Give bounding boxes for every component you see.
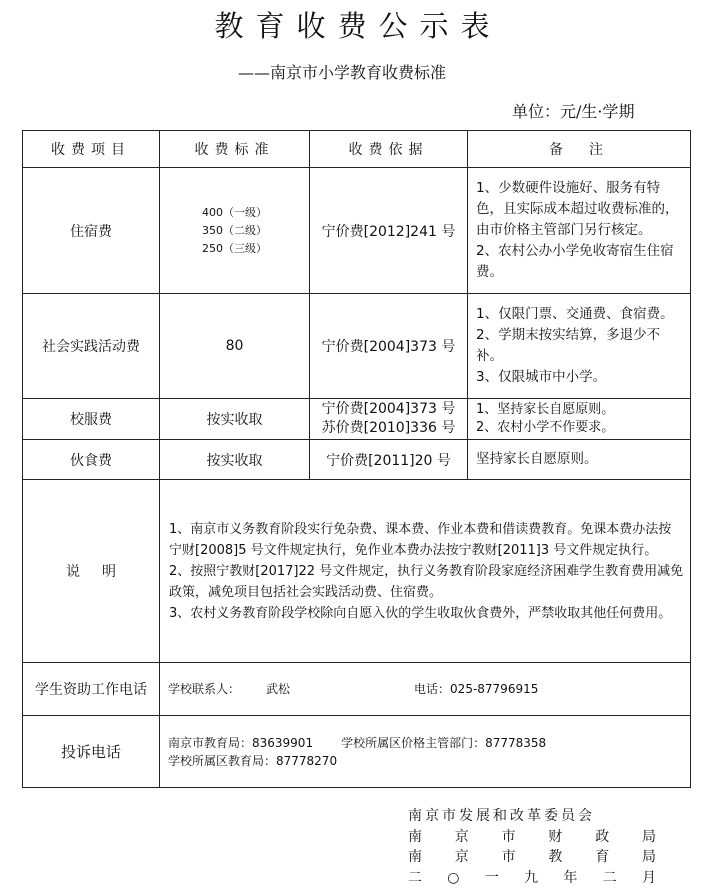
standard-line: 250（三级） <box>202 241 267 255</box>
row-standard <box>160 399 310 440</box>
row-item: 伙食费 <box>23 440 160 480</box>
contact-name: 武松 <box>266 682 291 696</box>
phone-label: 电话： <box>414 682 451 696</box>
header-item: 收费项目 <box>23 131 160 168</box>
date-char: ○ <box>447 869 460 886</box>
row-notes <box>468 294 691 399</box>
row-standard <box>160 294 310 399</box>
note-line: 1、仅限门票、交通费、食宿费。 <box>476 306 674 322</box>
note-line: 2、学期末按实结算，多退少不补。 <box>476 327 661 364</box>
signatory-org-1: 南京市发展和改革委员会 <box>408 808 595 824</box>
note-line: 2、农村公办小学免收寄宿生住宿费。 <box>476 243 674 280</box>
basis-line: 宁价费[2004]373 号 <box>321 401 456 417</box>
signatory-char: 财 <box>548 828 563 845</box>
row-basis <box>310 294 468 399</box>
signatory-char: 京 <box>454 828 469 845</box>
explanation-line: 3、农村义务教育阶段学校除向自愿入伙的学生收取伙食费外，严禁收取其他任何费用。 <box>169 605 672 621</box>
date-char: 年 <box>563 869 578 886</box>
row-basis <box>310 399 468 440</box>
table-row <box>23 399 691 440</box>
row-item: 校服费 <box>23 399 160 440</box>
signatory-date <box>408 868 656 889</box>
unit-label: 单位：元/生·学期 <box>512 102 635 121</box>
row-notes <box>468 399 691 440</box>
standard-line: 80 <box>225 338 244 354</box>
signatory-char: 市 <box>501 828 516 845</box>
signatory-char: 局 <box>641 828 656 845</box>
note-line: 1、坚持家长自愿原则。 <box>476 402 615 417</box>
complaint-price-dept: 学校所属区价格主管部门：87778358 <box>341 735 547 750</box>
date-char: 九 <box>524 869 539 886</box>
date-char: 一 <box>484 869 499 886</box>
row-basis <box>310 440 468 480</box>
signatory-char: 育 <box>595 849 610 865</box>
signatory-char: 市 <box>501 849 516 865</box>
signatory-char: 政 <box>595 828 610 845</box>
explanation-row <box>23 480 691 663</box>
row-item: 住宿费 <box>23 168 160 294</box>
row-item: 社会实践活动费 <box>23 294 160 399</box>
signatory-char: 教 <box>548 849 563 865</box>
explanation-line: 2、按照宁教财[2017]22 号文件规定，执行义务教育阶段家庭经济困难学生教育费用减免政策，减免项目包括社会实践活动费、住宿费。 <box>169 563 684 600</box>
basis-line: 苏价费[2010]336 号 <box>321 420 456 436</box>
explanation-label: 说明 <box>23 480 160 663</box>
table-header-row <box>23 131 691 168</box>
signatory-line <box>408 827 656 848</box>
note-line: 坚持家长自愿原则。 <box>476 451 598 467</box>
note-line: 2、农村小学不作要求。 <box>476 420 615 435</box>
header-notes: 备 注 <box>468 131 691 168</box>
date-char: 月 <box>642 869 656 886</box>
aid-content <box>160 663 691 716</box>
complaint-district-edu: 学校所属区教育局：87778270 <box>168 753 338 768</box>
header-standard: 收费标准 <box>160 131 310 168</box>
signatory-char: 南 <box>408 849 422 865</box>
row-notes <box>468 168 691 294</box>
page-title: 教育收费公示表 <box>214 9 502 43</box>
row-standard <box>160 440 310 480</box>
table-row <box>23 294 691 399</box>
basis-line: 宁价费[2011]20 号 <box>326 452 451 469</box>
standard-line: 400（一级） <box>202 205 267 219</box>
standard-line: 按实收取 <box>206 412 263 428</box>
complaint-row <box>23 716 691 788</box>
note-line: 3、仅限城市中小学。 <box>476 369 607 385</box>
complaint-content <box>160 716 691 788</box>
row-basis <box>310 168 468 294</box>
signatory-char: 南 <box>408 828 422 845</box>
basis-line: 宁价费[2004]373 号 <box>321 339 456 355</box>
row-standard <box>160 168 310 294</box>
header-basis: 收费依据 <box>310 131 468 168</box>
table-row <box>23 168 691 294</box>
aid-row <box>23 663 691 716</box>
explanation-line: 1、南京市义务教育阶段实行免杂费、课本费、作业本费和借读费教育。免课本费办法按宁财[2008]5 号文件规定执行，免作业本费办法按宁教财[2011]3 号文件规定执行。 <box>169 521 672 558</box>
row-notes <box>468 440 691 480</box>
explanation-content <box>160 480 691 663</box>
signatory-line <box>408 847 656 868</box>
fee-table <box>22 130 691 788</box>
complaint-label: 投诉电话 <box>23 716 160 788</box>
signatories <box>408 806 656 888</box>
standard-line: 按实收取 <box>206 452 263 469</box>
signatory-line <box>408 806 656 827</box>
date-char: 二 <box>408 869 422 886</box>
basis-line: 宁价费[2012]241 号 <box>321 223 456 240</box>
page-subtitle: ——南京市小学教育收费标准 <box>238 63 447 82</box>
phone-number: 025-87796915 <box>450 682 539 696</box>
signatory-char: 局 <box>641 849 656 865</box>
table-row <box>23 440 691 480</box>
aid-label: 学生资助工作电话 <box>23 663 160 716</box>
date-char: 二 <box>602 869 617 886</box>
contact-label: 学校联系人： <box>168 682 241 696</box>
note-line: 1、少数硬件设施好、服务有特色，且实际成本超过收费标准的，由市价格主管部门另行核定。 <box>476 180 679 238</box>
standard-line: 350（二级） <box>202 223 267 237</box>
signatory-char: 京 <box>454 849 469 865</box>
complaint-edu-bureau: 南京市教育局：83639901 <box>168 735 314 750</box>
